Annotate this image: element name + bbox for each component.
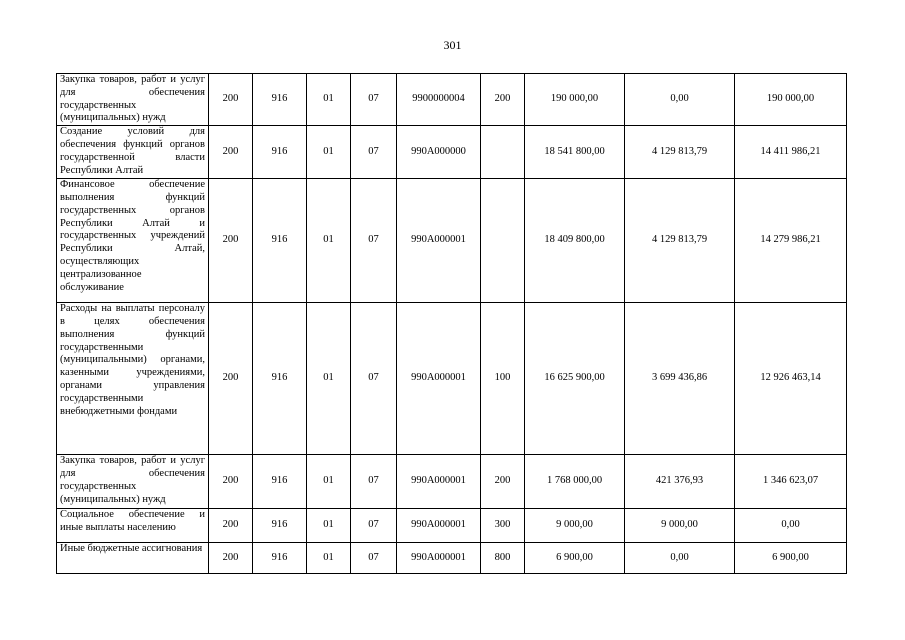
planned-amount-cell: 18 541 800,00 <box>525 126 625 179</box>
subsection-cell: 07 <box>351 543 397 574</box>
section-cell: 01 <box>307 455 351 509</box>
expense-name: Социальное обеспечение и иные выплаты населению <box>57 509 209 543</box>
section-cell: 01 <box>307 303 351 455</box>
executed-amount-cell: 421 376,93 <box>625 455 735 509</box>
subsection-cell: 07 <box>351 509 397 543</box>
expense-type-cell: 800 <box>481 543 525 574</box>
planned-amount-cell: 9 000,00 <box>525 509 625 543</box>
ministry-code-cell: 916 <box>253 74 307 126</box>
executed-amount-cell: 0,00 <box>625 74 735 126</box>
target-article-cell: 990A000000 <box>397 126 481 179</box>
subsection-cell: 07 <box>351 74 397 126</box>
code-cell: 200 <box>209 126 253 179</box>
remaining-amount-cell: 6 900,00 <box>735 543 847 574</box>
remaining-amount-cell: 14 279 986,21 <box>735 179 847 303</box>
planned-amount-cell: 190 000,00 <box>525 74 625 126</box>
subsection-cell: 07 <box>351 126 397 179</box>
section-cell: 01 <box>307 509 351 543</box>
executed-amount-cell: 4 129 813,79 <box>625 126 735 179</box>
planned-amount-cell: 18 409 800,00 <box>525 179 625 303</box>
executed-amount-cell: 4 129 813,79 <box>625 179 735 303</box>
table-row <box>57 543 847 574</box>
remaining-amount-cell: 12 926 463,14 <box>735 303 847 455</box>
table-row <box>57 303 847 455</box>
budget-table <box>56 73 847 574</box>
ministry-code-cell: 916 <box>253 509 307 543</box>
target-article-cell: 990A000001 <box>397 543 481 574</box>
expense-type-cell: 200 <box>481 74 525 126</box>
target-article-cell: 9900000004 <box>397 74 481 126</box>
subsection-cell: 07 <box>351 455 397 509</box>
page-number: 301 <box>443 38 462 52</box>
code-cell: 200 <box>209 455 253 509</box>
code-cell: 200 <box>209 509 253 543</box>
ministry-code-cell: 916 <box>253 126 307 179</box>
expense-name: Закупка товаров, работ и услуг для обеспечения государственных (муниципальных) нужд <box>57 74 209 126</box>
table-row <box>57 455 847 509</box>
ministry-code-cell: 916 <box>253 179 307 303</box>
expense-name: Иные бюджетные ассигнования <box>57 543 209 574</box>
expense-type-cell <box>481 179 525 303</box>
code-cell: 200 <box>209 179 253 303</box>
expense-name: Создание условий для обеспечения функций органов государственной власти Республики Алтай <box>57 126 209 179</box>
ministry-code-cell: 916 <box>253 303 307 455</box>
section-cell: 01 <box>307 74 351 126</box>
executed-amount-cell: 3 699 436,86 <box>625 303 735 455</box>
remaining-amount-cell: 14 411 986,21 <box>735 126 847 179</box>
code-cell: 200 <box>209 74 253 126</box>
subsection-cell: 07 <box>351 179 397 303</box>
planned-amount-cell: 16 625 900,00 <box>525 303 625 455</box>
section-cell: 01 <box>307 126 351 179</box>
table-row <box>57 126 847 179</box>
code-cell: 200 <box>209 543 253 574</box>
expense-type-cell: 300 <box>481 509 525 543</box>
planned-amount-cell: 1 768 000,00 <box>525 455 625 509</box>
section-cell: 01 <box>307 543 351 574</box>
target-article-cell: 990A000001 <box>397 303 481 455</box>
remaining-amount-cell: 190 000,00 <box>735 74 847 126</box>
remaining-amount-cell: 0,00 <box>735 509 847 543</box>
expense-name: Финансовое обеспечение выполнения функций государственных органов Республики Алтай и государственных учреждений Республики Алтай, осуществляющих централизованное обслуживание <box>57 179 209 303</box>
table-row <box>57 74 847 126</box>
planned-amount-cell: 6 900,00 <box>525 543 625 574</box>
executed-amount-cell: 9 000,00 <box>625 509 735 543</box>
expense-type-cell: 100 <box>481 303 525 455</box>
target-article-cell: 990A000001 <box>397 455 481 509</box>
code-cell: 200 <box>209 303 253 455</box>
table-row <box>57 179 847 303</box>
section-cell: 01 <box>307 179 351 303</box>
target-article-cell: 990A000001 <box>397 509 481 543</box>
ministry-code-cell: 916 <box>253 543 307 574</box>
ministry-code-cell: 916 <box>253 455 307 509</box>
target-article-cell: 990A000001 <box>397 179 481 303</box>
table-row <box>57 509 847 543</box>
executed-amount-cell: 0,00 <box>625 543 735 574</box>
expense-name: Закупка товаров, работ и услуг для обеспечения государственных (муниципальных) нужд <box>57 455 209 509</box>
subsection-cell: 07 <box>351 303 397 455</box>
remaining-amount-cell: 1 346 623,07 <box>735 455 847 509</box>
expense-name: Расходы на выплаты персоналу в целях обеспечения выполнения функций государственными (муниципальными) органами, казенными учреждениями, органами управления государственными внебюджетными фондами <box>57 303 209 455</box>
expense-type-cell: 200 <box>481 455 525 509</box>
expense-type-cell <box>481 126 525 179</box>
